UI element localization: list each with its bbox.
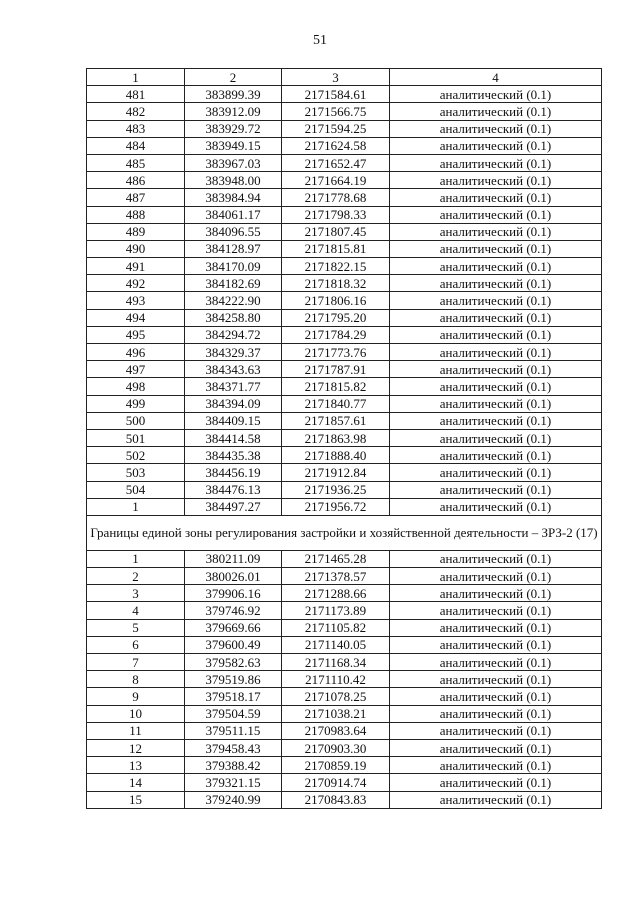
y-coordinate-cell: 2171912.84 [282, 464, 390, 481]
point-number-cell: 13 [87, 757, 185, 774]
point-number-cell: 501 [87, 429, 185, 446]
x-coordinate-cell: 384096.55 [185, 223, 282, 240]
table-row [87, 722, 602, 739]
table-row [87, 498, 602, 515]
point-number-cell: 485 [87, 154, 185, 171]
point-number-cell: 2 [87, 568, 185, 585]
table-row [87, 172, 602, 189]
table-row [87, 654, 602, 671]
table-row [87, 137, 602, 154]
method-accuracy-cell: аналитический (0.1) [390, 120, 602, 137]
y-coordinate-cell: 2171888.40 [282, 447, 390, 464]
method-accuracy-cell: аналитический (0.1) [390, 275, 602, 292]
y-coordinate-cell: 2170983.64 [282, 722, 390, 739]
y-coordinate-cell: 2171778.68 [282, 189, 390, 206]
point-number-cell: 487 [87, 189, 185, 206]
method-accuracy-cell: аналитический (0.1) [390, 189, 602, 206]
table-row [87, 688, 602, 705]
x-coordinate-cell: 383967.03 [185, 154, 282, 171]
x-coordinate-cell: 379388.42 [185, 757, 282, 774]
table-row [87, 120, 602, 137]
method-accuracy-cell: аналитический (0.1) [390, 137, 602, 154]
x-coordinate-cell: 383929.72 [185, 120, 282, 137]
x-coordinate-cell: 379321.15 [185, 774, 282, 791]
method-accuracy-cell: аналитический (0.1) [390, 619, 602, 636]
method-accuracy-cell: аналитический (0.1) [390, 326, 602, 343]
x-coordinate-cell: 379669.66 [185, 619, 282, 636]
method-accuracy-cell: аналитический (0.1) [390, 378, 602, 395]
y-coordinate-cell: 2171815.82 [282, 378, 390, 395]
x-coordinate-cell: 384258.80 [185, 309, 282, 326]
point-number-cell: 1 [87, 498, 185, 515]
table-row [87, 292, 602, 309]
table-row [87, 412, 602, 429]
point-number-cell: 483 [87, 120, 185, 137]
x-coordinate-cell: 384222.90 [185, 292, 282, 309]
point-number-cell: 481 [87, 86, 185, 103]
x-coordinate-cell: 380211.09 [185, 550, 282, 567]
table-row [87, 240, 602, 257]
point-number-cell: 482 [87, 103, 185, 120]
table-row [87, 103, 602, 120]
x-coordinate-cell: 384182.69 [185, 275, 282, 292]
coordinates-table [86, 68, 602, 809]
y-coordinate-cell: 2171936.25 [282, 481, 390, 498]
y-coordinate-cell: 2171594.25 [282, 120, 390, 137]
method-accuracy-cell: аналитический (0.1) [390, 602, 602, 619]
method-accuracy-cell: аналитический (0.1) [390, 654, 602, 671]
y-coordinate-cell: 2171818.32 [282, 275, 390, 292]
method-accuracy-cell: аналитический (0.1) [390, 739, 602, 756]
x-coordinate-cell: 384128.97 [185, 240, 282, 257]
table-row [87, 550, 602, 567]
table-row [87, 429, 602, 446]
table-header-row [87, 69, 602, 86]
y-coordinate-cell: 2171110.42 [282, 671, 390, 688]
point-number-cell: 12 [87, 739, 185, 756]
x-coordinate-cell: 380026.01 [185, 568, 282, 585]
method-accuracy-cell: аналитический (0.1) [390, 103, 602, 120]
y-coordinate-cell: 2171173.89 [282, 602, 390, 619]
method-accuracy-cell: аналитический (0.1) [390, 791, 602, 808]
point-number-cell: 15 [87, 791, 185, 808]
y-coordinate-cell: 2171105.82 [282, 619, 390, 636]
x-coordinate-cell: 384497.27 [185, 498, 282, 515]
point-number-cell: 488 [87, 206, 185, 223]
y-coordinate-cell: 2171857.61 [282, 412, 390, 429]
table-row [87, 757, 602, 774]
table-row [87, 739, 602, 756]
x-coordinate-cell: 384414.58 [185, 429, 282, 446]
method-accuracy-cell: аналитический (0.1) [390, 206, 602, 223]
x-coordinate-cell: 379511.15 [185, 722, 282, 739]
column-header-method-accuracy: 4 [390, 69, 602, 86]
x-coordinate-cell: 384371.77 [185, 378, 282, 395]
point-number-cell: 493 [87, 292, 185, 309]
table-row [87, 636, 602, 653]
point-number-cell: 5 [87, 619, 185, 636]
y-coordinate-cell: 2170903.30 [282, 739, 390, 756]
table-row [87, 275, 602, 292]
y-coordinate-cell: 2171863.98 [282, 429, 390, 446]
y-coordinate-cell: 2170914.74 [282, 774, 390, 791]
method-accuracy-cell: аналитический (0.1) [390, 722, 602, 739]
method-accuracy-cell: аналитический (0.1) [390, 757, 602, 774]
method-accuracy-cell: аналитический (0.1) [390, 585, 602, 602]
x-coordinate-cell: 384435.38 [185, 447, 282, 464]
y-coordinate-cell: 2170843.83 [282, 791, 390, 808]
table-row [87, 223, 602, 240]
point-number-cell: 499 [87, 395, 185, 412]
method-accuracy-cell: аналитический (0.1) [390, 636, 602, 653]
y-coordinate-cell: 2171822.15 [282, 258, 390, 275]
point-number-cell: 3 [87, 585, 185, 602]
point-number-cell: 500 [87, 412, 185, 429]
table-row [87, 619, 602, 636]
table-body-part1 [87, 86, 602, 516]
x-coordinate-cell: 384409.15 [185, 412, 282, 429]
point-number-cell: 497 [87, 361, 185, 378]
x-coordinate-cell: 379906.16 [185, 585, 282, 602]
y-coordinate-cell: 2171288.66 [282, 585, 390, 602]
point-number-cell: 494 [87, 309, 185, 326]
y-coordinate-cell: 2171168.34 [282, 654, 390, 671]
method-accuracy-cell: аналитический (0.1) [390, 154, 602, 171]
table-row [87, 774, 602, 791]
section-title: Границы единой зоны регулирования застройки и хозяйственной деятельности – ЗРЗ-2 (17) [87, 515, 602, 550]
method-accuracy-cell: аналитический (0.1) [390, 344, 602, 361]
y-coordinate-cell: 2171840.77 [282, 395, 390, 412]
method-accuracy-cell: аналитический (0.1) [390, 447, 602, 464]
method-accuracy-cell: аналитический (0.1) [390, 481, 602, 498]
point-number-cell: 486 [87, 172, 185, 189]
point-number-cell: 498 [87, 378, 185, 395]
method-accuracy-cell: аналитический (0.1) [390, 86, 602, 103]
x-coordinate-cell: 384343.63 [185, 361, 282, 378]
table-row [87, 585, 602, 602]
method-accuracy-cell: аналитический (0.1) [390, 172, 602, 189]
point-number-cell: 491 [87, 258, 185, 275]
y-coordinate-cell: 2171956.72 [282, 498, 390, 515]
table-row [87, 464, 602, 481]
method-accuracy-cell: аналитический (0.1) [390, 258, 602, 275]
x-coordinate-cell: 383899.39 [185, 86, 282, 103]
y-coordinate-cell: 2171784.29 [282, 326, 390, 343]
table-row [87, 326, 602, 343]
y-coordinate-cell: 2171465.28 [282, 550, 390, 567]
x-coordinate-cell: 379582.63 [185, 654, 282, 671]
table-row [87, 705, 602, 722]
column-header-y-coordinate: 3 [282, 69, 390, 86]
y-coordinate-cell: 2171798.33 [282, 206, 390, 223]
x-coordinate-cell: 384476.13 [185, 481, 282, 498]
x-coordinate-cell: 384170.09 [185, 258, 282, 275]
point-number-cell: 492 [87, 275, 185, 292]
method-accuracy-cell: аналитический (0.1) [390, 412, 602, 429]
y-coordinate-cell: 2171807.45 [282, 223, 390, 240]
table-row [87, 395, 602, 412]
x-coordinate-cell: 384061.17 [185, 206, 282, 223]
y-coordinate-cell: 2171773.76 [282, 344, 390, 361]
x-coordinate-cell: 379240.99 [185, 791, 282, 808]
method-accuracy-cell: аналитический (0.1) [390, 361, 602, 378]
method-accuracy-cell: аналитический (0.1) [390, 568, 602, 585]
x-coordinate-cell: 383984.94 [185, 189, 282, 206]
method-accuracy-cell: аналитический (0.1) [390, 223, 602, 240]
point-number-cell: 489 [87, 223, 185, 240]
point-number-cell: 14 [87, 774, 185, 791]
method-accuracy-cell: аналитический (0.1) [390, 309, 602, 326]
section-heading-row [87, 515, 602, 550]
point-number-cell: 8 [87, 671, 185, 688]
y-coordinate-cell: 2171140.05 [282, 636, 390, 653]
table-row [87, 206, 602, 223]
y-coordinate-cell: 2171806.16 [282, 292, 390, 309]
x-coordinate-cell: 384394.09 [185, 395, 282, 412]
x-coordinate-cell: 383949.15 [185, 137, 282, 154]
point-number-cell: 4 [87, 602, 185, 619]
x-coordinate-cell: 384329.37 [185, 344, 282, 361]
column-header-point-number: 1 [87, 69, 185, 86]
y-coordinate-cell: 2171664.19 [282, 172, 390, 189]
table-row [87, 447, 602, 464]
method-accuracy-cell: аналитический (0.1) [390, 498, 602, 515]
x-coordinate-cell: 379458.43 [185, 739, 282, 756]
point-number-cell: 503 [87, 464, 185, 481]
method-accuracy-cell: аналитический (0.1) [390, 464, 602, 481]
method-accuracy-cell: аналитический (0.1) [390, 671, 602, 688]
y-coordinate-cell: 2171038.21 [282, 705, 390, 722]
x-coordinate-cell: 379504.59 [185, 705, 282, 722]
table-row [87, 86, 602, 103]
table-body-part2 [87, 550, 602, 808]
page-number: 51 [313, 33, 327, 48]
point-number-cell: 10 [87, 705, 185, 722]
table-row [87, 344, 602, 361]
table-row [87, 791, 602, 808]
table-row [87, 258, 602, 275]
section-heading-group [87, 515, 602, 550]
x-coordinate-cell: 379518.17 [185, 688, 282, 705]
point-number-cell: 484 [87, 137, 185, 154]
y-coordinate-cell: 2171378.57 [282, 568, 390, 585]
y-coordinate-cell: 2171815.81 [282, 240, 390, 257]
point-number-cell: 11 [87, 722, 185, 739]
x-coordinate-cell: 379519.86 [185, 671, 282, 688]
column-header-x-coordinate: 2 [185, 69, 282, 86]
method-accuracy-cell: аналитический (0.1) [390, 240, 602, 257]
x-coordinate-cell: 383912.09 [185, 103, 282, 120]
method-accuracy-cell: аналитический (0.1) [390, 688, 602, 705]
point-number-cell: 504 [87, 481, 185, 498]
x-coordinate-cell: 383948.00 [185, 172, 282, 189]
method-accuracy-cell: аналитический (0.1) [390, 550, 602, 567]
x-coordinate-cell: 379746.92 [185, 602, 282, 619]
y-coordinate-cell: 2171566.75 [282, 103, 390, 120]
table-row [87, 189, 602, 206]
table-row [87, 309, 602, 326]
table-row [87, 361, 602, 378]
x-coordinate-cell: 379600.49 [185, 636, 282, 653]
y-coordinate-cell: 2171584.61 [282, 86, 390, 103]
table-row [87, 378, 602, 395]
y-coordinate-cell: 2171795.20 [282, 309, 390, 326]
method-accuracy-cell: аналитический (0.1) [390, 774, 602, 791]
table-row [87, 568, 602, 585]
x-coordinate-cell: 384294.72 [185, 326, 282, 343]
point-number-cell: 496 [87, 344, 185, 361]
table-row [87, 671, 602, 688]
table-row [87, 154, 602, 171]
method-accuracy-cell: аналитический (0.1) [390, 292, 602, 309]
point-number-cell: 490 [87, 240, 185, 257]
y-coordinate-cell: 2171787.91 [282, 361, 390, 378]
y-coordinate-cell: 2170859.19 [282, 757, 390, 774]
point-number-cell: 1 [87, 550, 185, 567]
y-coordinate-cell: 2171078.25 [282, 688, 390, 705]
point-number-cell: 495 [87, 326, 185, 343]
method-accuracy-cell: аналитический (0.1) [390, 395, 602, 412]
y-coordinate-cell: 2171652.47 [282, 154, 390, 171]
method-accuracy-cell: аналитический (0.1) [390, 429, 602, 446]
method-accuracy-cell: аналитический (0.1) [390, 705, 602, 722]
y-coordinate-cell: 2171624.58 [282, 137, 390, 154]
point-number-cell: 502 [87, 447, 185, 464]
table-row [87, 602, 602, 619]
point-number-cell: 6 [87, 636, 185, 653]
x-coordinate-cell: 384456.19 [185, 464, 282, 481]
table-row [87, 481, 602, 498]
point-number-cell: 9 [87, 688, 185, 705]
point-number-cell: 7 [87, 654, 185, 671]
